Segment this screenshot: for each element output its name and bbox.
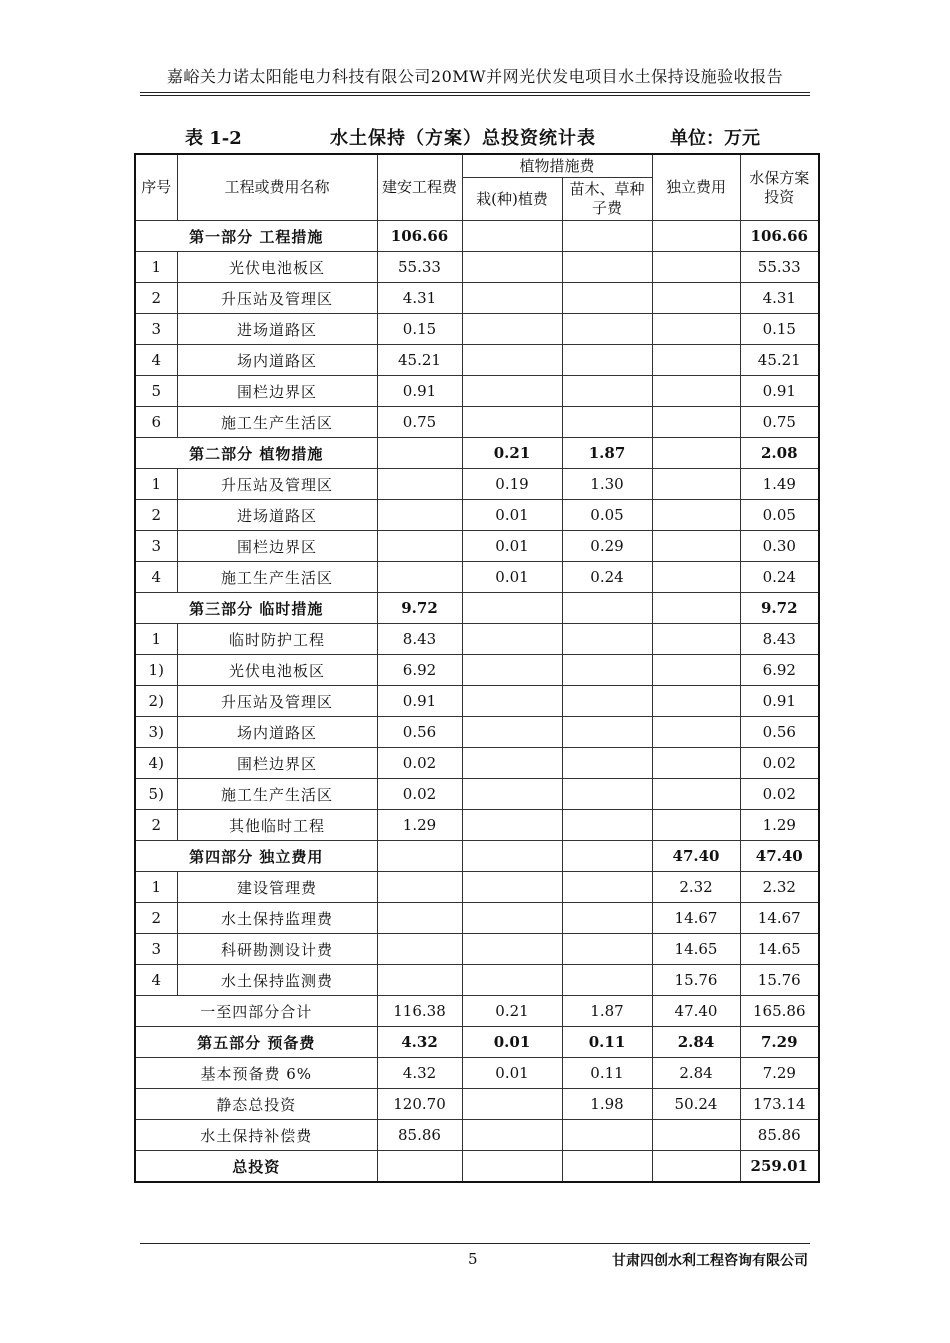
- table-row: [135, 376, 819, 407]
- table-row: [135, 872, 819, 903]
- table-row: [135, 345, 819, 376]
- seq-cell: 2): [135, 686, 177, 717]
- item-name-cell: 水土保持监测费: [177, 965, 377, 996]
- seedling-cell: [562, 314, 652, 345]
- item-name-cell: 进场道路区: [177, 500, 377, 531]
- construction-cell: 45.21: [377, 345, 462, 376]
- summary-title: 总投资: [135, 1151, 377, 1183]
- independent-cell: [652, 376, 740, 407]
- planting-cell: [462, 686, 562, 717]
- seq-cell: 3): [135, 717, 177, 748]
- seedling-cell: [562, 345, 652, 376]
- summary-planting-cell: [462, 1120, 562, 1151]
- construction-cell: 55.33: [377, 252, 462, 283]
- table-row: [135, 717, 819, 748]
- section-row: [135, 221, 819, 252]
- total-cell: 55.33: [740, 252, 819, 283]
- item-name-cell: 施工生产生活区: [177, 562, 377, 593]
- section-seedling-cell: [562, 221, 652, 252]
- seq-cell: 4): [135, 748, 177, 779]
- summary-planting-cell: [462, 1151, 562, 1183]
- footer-rule: [140, 1243, 810, 1244]
- seq-cell: 1: [135, 872, 177, 903]
- total-cell: 0.05: [740, 500, 819, 531]
- section-total-cell: 9.72: [740, 593, 819, 624]
- section-construction-cell: [377, 841, 462, 872]
- construction-cell: [377, 872, 462, 903]
- item-name-cell: 场内道路区: [177, 345, 377, 376]
- summary-title: 一至四部分合计: [135, 996, 377, 1027]
- summary-independent-cell: 47.40: [652, 996, 740, 1027]
- construction-cell: [377, 934, 462, 965]
- planting-cell: [462, 903, 562, 934]
- table-caption: [140, 120, 810, 150]
- summary-seedling-cell: 0.11: [562, 1058, 652, 1089]
- independent-cell: [652, 624, 740, 655]
- total-cell: 0.91: [740, 376, 819, 407]
- summary-independent-cell: 2.84: [652, 1058, 740, 1089]
- construction-cell: 0.02: [377, 779, 462, 810]
- independent-cell: [652, 686, 740, 717]
- item-name-cell: 施工生产生活区: [177, 779, 377, 810]
- independent-cell: 14.65: [652, 934, 740, 965]
- total-cell: 1.49: [740, 469, 819, 500]
- section-planting-cell: 0.21: [462, 438, 562, 469]
- total-cell: 4.31: [740, 283, 819, 314]
- planting-cell: [462, 934, 562, 965]
- construction-cell: 8.43: [377, 624, 462, 655]
- seedling-cell: 0.05: [562, 500, 652, 531]
- construction-cell: [377, 903, 462, 934]
- section-seedling-cell: [562, 841, 652, 872]
- item-name-cell: 升压站及管理区: [177, 686, 377, 717]
- publisher-name: 甘肃四创水利工程咨询有限公司: [612, 1253, 808, 1269]
- item-name-cell: 围栏边界区: [177, 531, 377, 562]
- independent-cell: [652, 779, 740, 810]
- summary-construction-cell: [377, 1151, 462, 1183]
- seq-cell: 6: [135, 407, 177, 438]
- total-cell: 0.56: [740, 717, 819, 748]
- seedling-cell: [562, 779, 652, 810]
- seq-cell: 1: [135, 252, 177, 283]
- independent-cell: [652, 314, 740, 345]
- independent-cell: [652, 283, 740, 314]
- section-row: [135, 593, 819, 624]
- planting-cell: [462, 314, 562, 345]
- item-name-cell: 场内道路区: [177, 717, 377, 748]
- planting-cell: [462, 624, 562, 655]
- construction-cell: 4.31: [377, 283, 462, 314]
- table-row: [135, 531, 819, 562]
- section-construction-cell: 9.72: [377, 593, 462, 624]
- seedling-cell: [562, 903, 652, 934]
- seedling-cell: [562, 624, 652, 655]
- section-total-cell: 47.40: [740, 841, 819, 872]
- table-number: 表 1-2: [185, 128, 242, 149]
- section-construction-cell: [377, 438, 462, 469]
- item-name-cell: 围栏边界区: [177, 748, 377, 779]
- section-independent-cell: [652, 221, 740, 252]
- total-cell: 0.24: [740, 562, 819, 593]
- seedling-cell: 0.29: [562, 531, 652, 562]
- planting-cell: [462, 872, 562, 903]
- seedling-cell: [562, 934, 652, 965]
- summary-title: 静态总投资: [135, 1089, 377, 1120]
- seq-cell: 3: [135, 531, 177, 562]
- planting-cell: [462, 779, 562, 810]
- seedling-cell: [562, 872, 652, 903]
- table-row: [135, 934, 819, 965]
- construction-cell: [377, 562, 462, 593]
- seedling-cell: [562, 810, 652, 841]
- seedling-cell: [562, 655, 652, 686]
- section-title: 第四部分 独立费用: [135, 841, 377, 872]
- summary-construction-cell: 4.32: [377, 1058, 462, 1089]
- item-name-cell: 围栏边界区: [177, 376, 377, 407]
- independent-cell: [652, 562, 740, 593]
- table-row: [135, 903, 819, 934]
- planting-cell: [462, 810, 562, 841]
- total-cell: 0.75: [740, 407, 819, 438]
- section-independent-cell: [652, 593, 740, 624]
- planting-cell: [462, 965, 562, 996]
- summary-seedling-cell: [562, 1120, 652, 1151]
- summary-independent-cell: [652, 1151, 740, 1183]
- seedling-cell: [562, 252, 652, 283]
- summary-planting-cell: [462, 1089, 562, 1120]
- planting-cell: [462, 748, 562, 779]
- independent-cell: 14.67: [652, 903, 740, 934]
- summary-construction-cell: 120.70: [377, 1089, 462, 1120]
- planting-cell: [462, 655, 562, 686]
- planting-cell: 0.19: [462, 469, 562, 500]
- summary-planting-cell: 0.01: [462, 1058, 562, 1089]
- summary-title: 基本预备费 6%: [135, 1058, 377, 1089]
- summary-construction-cell: 4.32: [377, 1027, 462, 1058]
- item-name-cell: 科研勘测设计费: [177, 934, 377, 965]
- seq-cell: 5): [135, 779, 177, 810]
- table-unit: 单位：万元: [670, 128, 760, 149]
- section-total-cell: 106.66: [740, 221, 819, 252]
- seq-cell: 4: [135, 562, 177, 593]
- seq-cell: 4: [135, 965, 177, 996]
- seedling-cell: [562, 686, 652, 717]
- independent-cell: [652, 252, 740, 283]
- summary-total-cell: 259.01: [740, 1151, 819, 1183]
- summary-row: [135, 1089, 819, 1120]
- section-title: 第三部分 临时措施: [135, 593, 377, 624]
- construction-cell: 0.56: [377, 717, 462, 748]
- independent-cell: [652, 469, 740, 500]
- seq-cell: 2: [135, 903, 177, 934]
- col-independent-header: 独立费用: [652, 154, 740, 221]
- total-cell: 15.76: [740, 965, 819, 996]
- total-cell: 0.02: [740, 779, 819, 810]
- table-title: 水土保持（方案）总投资统计表: [330, 128, 596, 149]
- planting-cell: [462, 717, 562, 748]
- seedling-cell: [562, 748, 652, 779]
- seq-cell: 3: [135, 934, 177, 965]
- table-row: [135, 562, 819, 593]
- section-planting-cell: [462, 841, 562, 872]
- col-seedling-header: 苗木、草种子费: [562, 178, 652, 221]
- summary-construction-cell: 85.86: [377, 1120, 462, 1151]
- seq-cell: 1: [135, 624, 177, 655]
- summary-row: [135, 1151, 819, 1183]
- item-name-cell: 临时防护工程: [177, 624, 377, 655]
- item-name-cell: 建设管理费: [177, 872, 377, 903]
- total-cell: 45.21: [740, 345, 819, 376]
- independent-cell: [652, 655, 740, 686]
- summary-seedling-cell: 1.87: [562, 996, 652, 1027]
- table-row: [135, 624, 819, 655]
- summary-seedling-cell: 1.98: [562, 1089, 652, 1120]
- construction-cell: [377, 469, 462, 500]
- seedling-cell: [562, 283, 652, 314]
- construction-cell: 1.29: [377, 810, 462, 841]
- summary-seedling-cell: 0.11: [562, 1027, 652, 1058]
- seq-cell: 4: [135, 345, 177, 376]
- col-item-header: 工程或费用名称: [177, 154, 377, 221]
- construction-cell: 0.91: [377, 376, 462, 407]
- planting-cell: [462, 376, 562, 407]
- construction-cell: 6.92: [377, 655, 462, 686]
- table-row: [135, 779, 819, 810]
- planting-cell: 0.01: [462, 500, 562, 531]
- col-planting-header: 栽(种)植费: [462, 178, 562, 221]
- summary-title: 第五部分 预备费: [135, 1027, 377, 1058]
- header-rule-thin: [140, 95, 810, 96]
- section-row: [135, 841, 819, 872]
- table-row: [135, 655, 819, 686]
- item-name-cell: 光伏电池板区: [177, 252, 377, 283]
- table-row: [135, 407, 819, 438]
- table-row: [135, 314, 819, 345]
- section-planting-cell: [462, 593, 562, 624]
- seq-cell: 3: [135, 314, 177, 345]
- seq-cell: 5: [135, 376, 177, 407]
- planting-cell: [462, 283, 562, 314]
- planting-cell: 0.01: [462, 562, 562, 593]
- total-cell: 2.32: [740, 872, 819, 903]
- summary-row: [135, 996, 819, 1027]
- total-cell: 0.91: [740, 686, 819, 717]
- col-seq-header: 序号: [135, 154, 177, 221]
- item-name-cell: 升压站及管理区: [177, 283, 377, 314]
- col-plant-group-header: 植物措施费: [462, 154, 652, 178]
- seq-cell: 2: [135, 810, 177, 841]
- table-row: [135, 965, 819, 996]
- table-row: [135, 469, 819, 500]
- independent-cell: [652, 810, 740, 841]
- summary-planting-cell: 0.21: [462, 996, 562, 1027]
- summary-independent-cell: 2.84: [652, 1027, 740, 1058]
- table-row: [135, 810, 819, 841]
- independent-cell: 15.76: [652, 965, 740, 996]
- seedling-cell: 0.24: [562, 562, 652, 593]
- summary-seedling-cell: [562, 1151, 652, 1183]
- summary-independent-cell: 50.24: [652, 1089, 740, 1120]
- section-independent-cell: [652, 438, 740, 469]
- seedling-cell: [562, 407, 652, 438]
- summary-total-cell: 165.86: [740, 996, 819, 1027]
- item-name-cell: 升压站及管理区: [177, 469, 377, 500]
- item-name-cell: 其他临时工程: [177, 810, 377, 841]
- total-cell: 0.02: [740, 748, 819, 779]
- planting-cell: [462, 345, 562, 376]
- construction-cell: 0.15: [377, 314, 462, 345]
- summary-total-cell: 7.29: [740, 1027, 819, 1058]
- summary-row: [135, 1027, 819, 1058]
- page-number: 5: [468, 1250, 478, 1268]
- summary-row: [135, 1058, 819, 1089]
- independent-cell: [652, 345, 740, 376]
- header-rule: [140, 92, 810, 93]
- table-row: [135, 283, 819, 314]
- total-cell: 0.15: [740, 314, 819, 345]
- summary-independent-cell: [652, 1120, 740, 1151]
- section-construction-cell: 106.66: [377, 221, 462, 252]
- independent-cell: [652, 500, 740, 531]
- seq-cell: 2: [135, 283, 177, 314]
- table-row: [135, 252, 819, 283]
- total-cell: 14.65: [740, 934, 819, 965]
- item-name-cell: 施工生产生活区: [177, 407, 377, 438]
- independent-cell: [652, 717, 740, 748]
- table-row: [135, 686, 819, 717]
- col-total-header: 水保方案投资: [740, 154, 819, 221]
- seq-cell: 1: [135, 469, 177, 500]
- seq-cell: 2: [135, 500, 177, 531]
- seq-cell: 1): [135, 655, 177, 686]
- section-independent-cell: 47.40: [652, 841, 740, 872]
- construction-cell: [377, 965, 462, 996]
- table-row: [135, 748, 819, 779]
- planting-cell: 0.01: [462, 531, 562, 562]
- summary-total-cell: 173.14: [740, 1089, 819, 1120]
- col-construction-header: 建安工程费: [377, 154, 462, 221]
- seedling-cell: [562, 376, 652, 407]
- total-cell: 1.29: [740, 810, 819, 841]
- item-name-cell: 光伏电池板区: [177, 655, 377, 686]
- construction-cell: 0.02: [377, 748, 462, 779]
- table-row: [135, 500, 819, 531]
- seedling-cell: 1.30: [562, 469, 652, 500]
- section-title: 第二部分 植物措施: [135, 438, 377, 469]
- table-body: [135, 221, 819, 1183]
- summary-planting-cell: 0.01: [462, 1027, 562, 1058]
- independent-cell: [652, 407, 740, 438]
- planting-cell: [462, 407, 562, 438]
- total-cell: 14.67: [740, 903, 819, 934]
- construction-cell: [377, 500, 462, 531]
- planting-cell: [462, 252, 562, 283]
- summary-total-cell: 7.29: [740, 1058, 819, 1089]
- construction-cell: [377, 531, 462, 562]
- summary-construction-cell: 116.38: [377, 996, 462, 1027]
- independent-cell: [652, 531, 740, 562]
- section-title: 第一部分 工程措施: [135, 221, 377, 252]
- section-row: [135, 438, 819, 469]
- section-seedling-cell: 1.87: [562, 438, 652, 469]
- independent-cell: 2.32: [652, 872, 740, 903]
- investment-table: [134, 153, 820, 1183]
- total-cell: 8.43: [740, 624, 819, 655]
- section-seedling-cell: [562, 593, 652, 624]
- section-total-cell: 2.08: [740, 438, 819, 469]
- section-planting-cell: [462, 221, 562, 252]
- running-header-title: 嘉峪关力诺太阳能电力科技有限公司20MW并网光伏发电项目水土保持设施验收报告: [166, 67, 784, 86]
- construction-cell: 0.75: [377, 407, 462, 438]
- total-cell: 0.30: [740, 531, 819, 562]
- summary-total-cell: 85.86: [740, 1120, 819, 1151]
- total-cell: 6.92: [740, 655, 819, 686]
- construction-cell: 0.91: [377, 686, 462, 717]
- seedling-cell: [562, 965, 652, 996]
- seedling-cell: [562, 717, 652, 748]
- item-name-cell: 水土保持监理费: [177, 903, 377, 934]
- summary-title: 水土保持补偿费: [135, 1120, 377, 1151]
- header-row: [135, 154, 819, 178]
- item-name-cell: 进场道路区: [177, 314, 377, 345]
- independent-cell: [652, 748, 740, 779]
- summary-row: [135, 1120, 819, 1151]
